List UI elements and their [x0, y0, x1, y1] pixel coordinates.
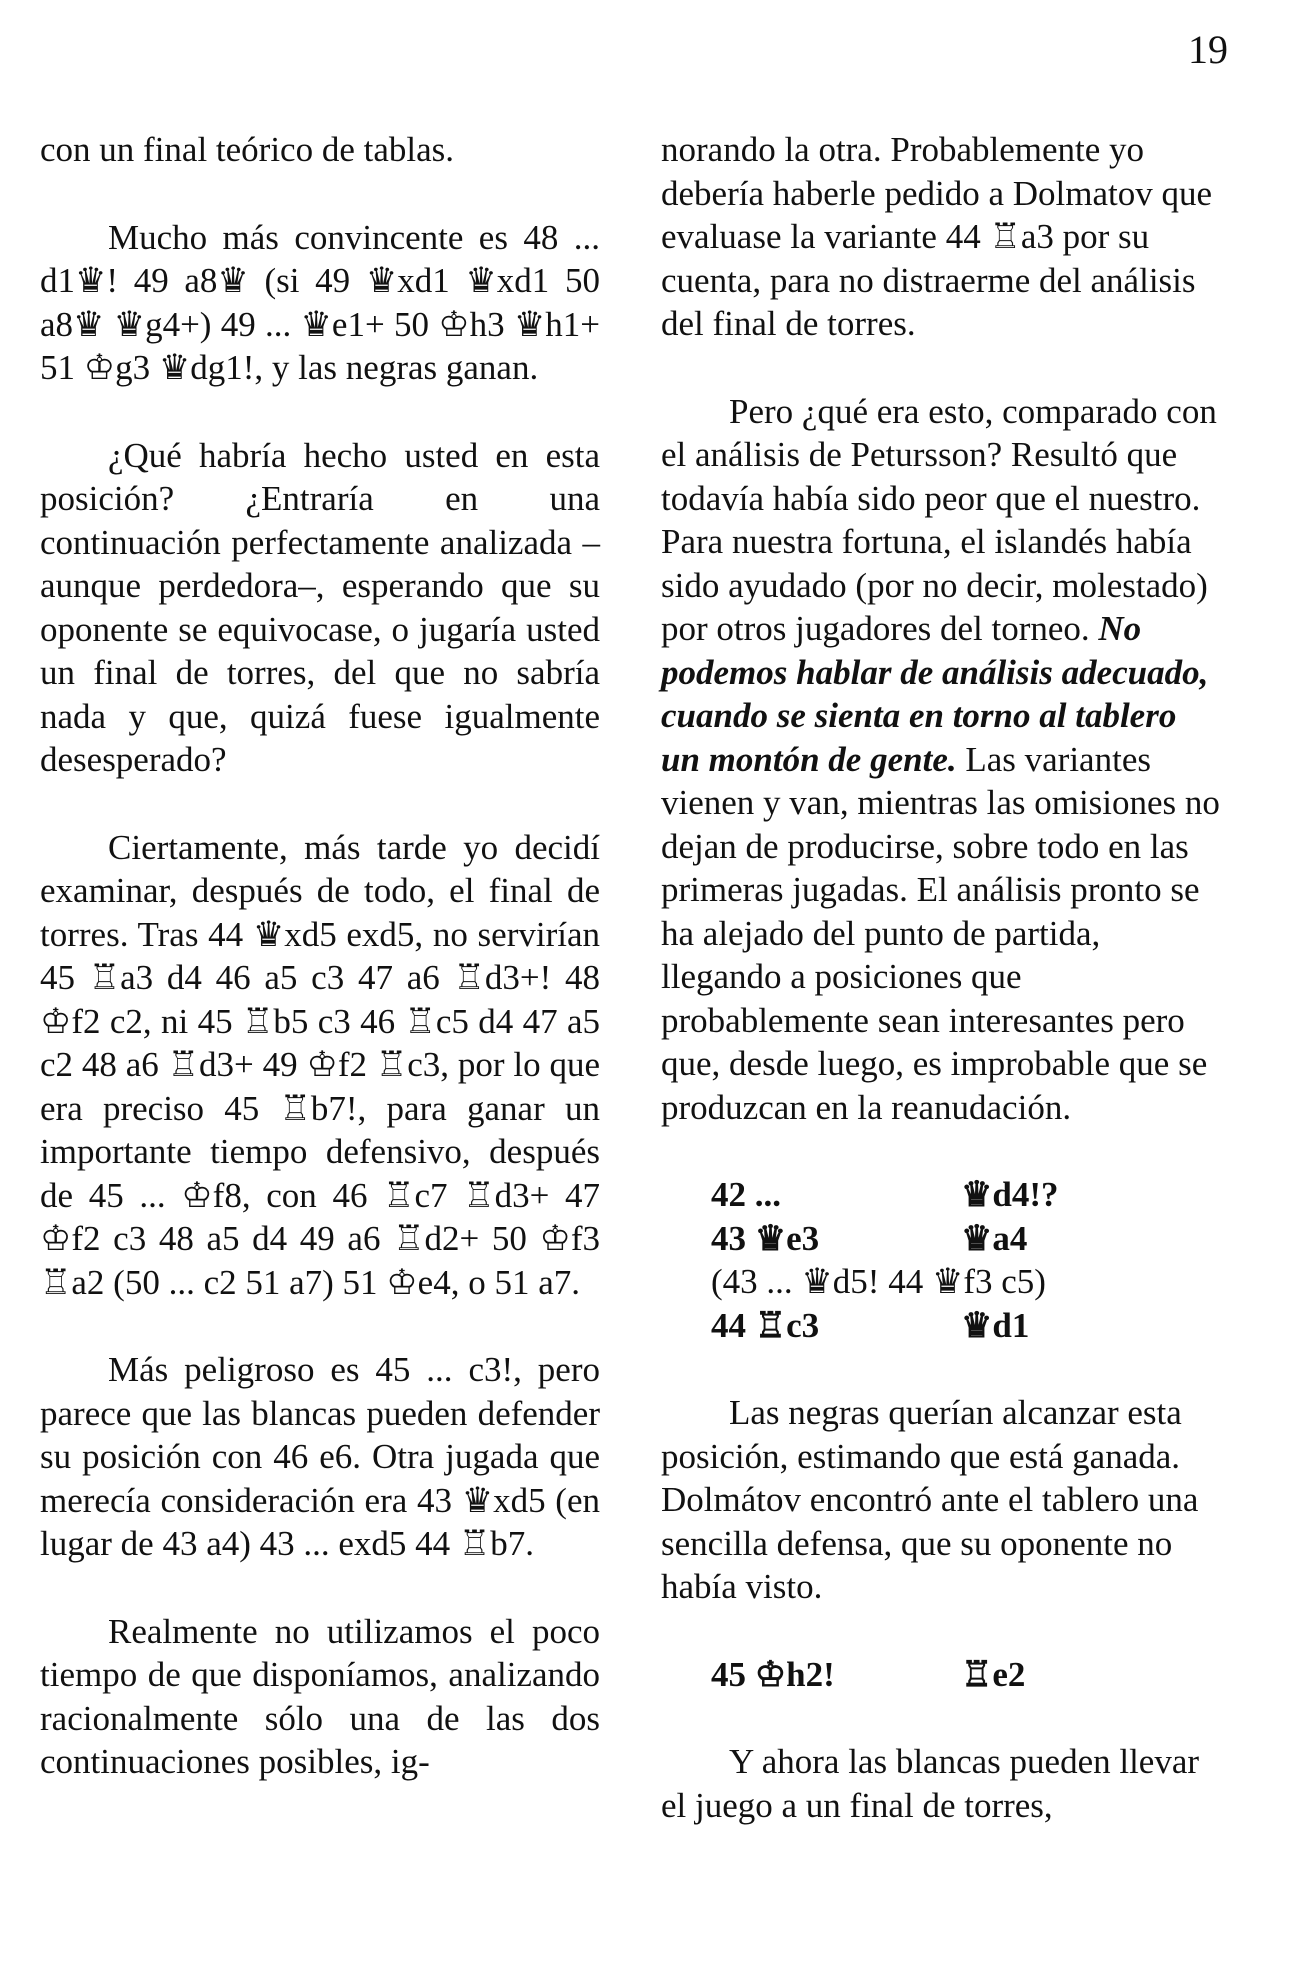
move-row [661, 1304, 1221, 1348]
white-move: 44 ♖c3 [711, 1305, 820, 1345]
move-row [661, 1653, 1221, 1697]
paragraph: Y ahora las blancas pueden llevar el juego a un final de torres, [661, 1742, 1200, 1825]
black-move: ♖e2 [961, 1654, 1026, 1694]
paragraph: Las negras querían alcanzar esta posición, estimando que está ganada. Dolmátov encontró ante el tablero una sencilla defensa, que su oponente no había visto. [661, 1393, 1199, 1606]
white-move: 45 ♔h2! [711, 1654, 835, 1694]
paragraph-text: Pero ¿qué era esto, comparado con el análisis de Petursson? Resultó que todavía había sido peor que el nuestro. Para nuestra fortuna, el islandés había sido ayudado (por no decir, molestado) por otros jugadores del torneo. [661, 391, 1217, 648]
right-column [661, 128, 1221, 1827]
paragraph: Más peligroso es 45 ... c3!, pero parece que las blancas pueden defender su posición con 46 e6. Otra jugada que merecía consideración era 43 ♛xd5 (en lugar de 43 a4) 43 ... exd5 44 ♖b7. [40, 1350, 600, 1563]
paragraph: norando la otra. Probablemente yo debería haberle pedido a Dolmatov que evaluase la variante 44 ♖a3 por su cuenta, para no distraerme del análisis del final de torres. [661, 130, 1213, 343]
paragraph: ¿Qué habría hecho usted en esta posición? ¿Entraría en una continuación perfectamente analizada – aunque perdedora–, esperando que su oponente se equivocase, o jugaría usted un final de torres, del que no sabría nada y que, quizá fuese igualmente desesperado? [40, 435, 600, 779]
white-move: 42 ... [711, 1175, 781, 1214]
paragraph [661, 390, 1221, 1130]
black-move: ♛a4 [961, 1218, 1028, 1258]
move-row [661, 1217, 1221, 1261]
move-row [661, 1173, 1221, 1217]
white-move: 43 ♛e3 [711, 1218, 820, 1258]
paragraph: con un final teórico de tablas. [40, 130, 455, 169]
paragraph-text: Las variantes vienen y van, mientras las omisiones no dejan de producirse, sobre todo en las primeras jugadas. El análisis pronto se ha alejado del punto de partida, llegando a posiciones que probablemente sean interesantes pero que, desde luego, es improbable que se produzcan en la reanudación. [661, 739, 1220, 1127]
paragraph: Mucho más convincente es 48 ... d1♛! 49 a8♛ (si 49 ♛xd1 ♛xd1 50 a8♛ ♛g4+) 49 ... ♛e1+ 50 ♔h3 ♛h1+ 51 ♔g3 ♛dg1!, y las negras ganan. [40, 217, 600, 387]
black-move: ♛d4!? [961, 1175, 1059, 1214]
italic-emphasis: No podemos hablar de análisis adecuado, cuando se sienta en torno al tablero un montón de gente. [661, 609, 1209, 779]
move-variation: (43 ... ♛d5! 44 ♛f3 c5) [711, 1262, 1046, 1301]
black-move: ♛d1 [961, 1305, 1030, 1345]
paragraph: Ciertamente, más tarde yo decidí examinar, después de todo, el final de torres. Tras 44 ♛xd5 exd5, no servirían 45 ♖a3 d4 46 a5 c3 47 a6 ♖d3+! 48 ♔f2 c2, ni 45 ♖b5 c3 46 ♖c5 d4 47 a5 c2 48 a6 ♖d3+ 49 ♔f2 ♖c3, por lo que era preciso 45 ♖b7!, para ganar un importante tiempo defensivo, después de 45 ... ♔f8, con 46 ♖c7 ♖d3+ 47 ♔f2 c3 48 a5 d4 49 a6 ♖d2+ 50 ♔f3 ♖a2 (50 ... c2 51 a7) 51 ♔e4, o 51 a7. [40, 827, 600, 1302]
move-list [661, 1653, 1221, 1697]
page-number: 19 [1188, 27, 1228, 72]
move-list [661, 1173, 1221, 1347]
left-column [40, 128, 600, 1784]
paragraph: Realmente no utilizamos el poco tiempo de que disponíamos, analizando racionalmente sólo una de las dos continuaciones posibles, ig- [40, 1611, 600, 1781]
